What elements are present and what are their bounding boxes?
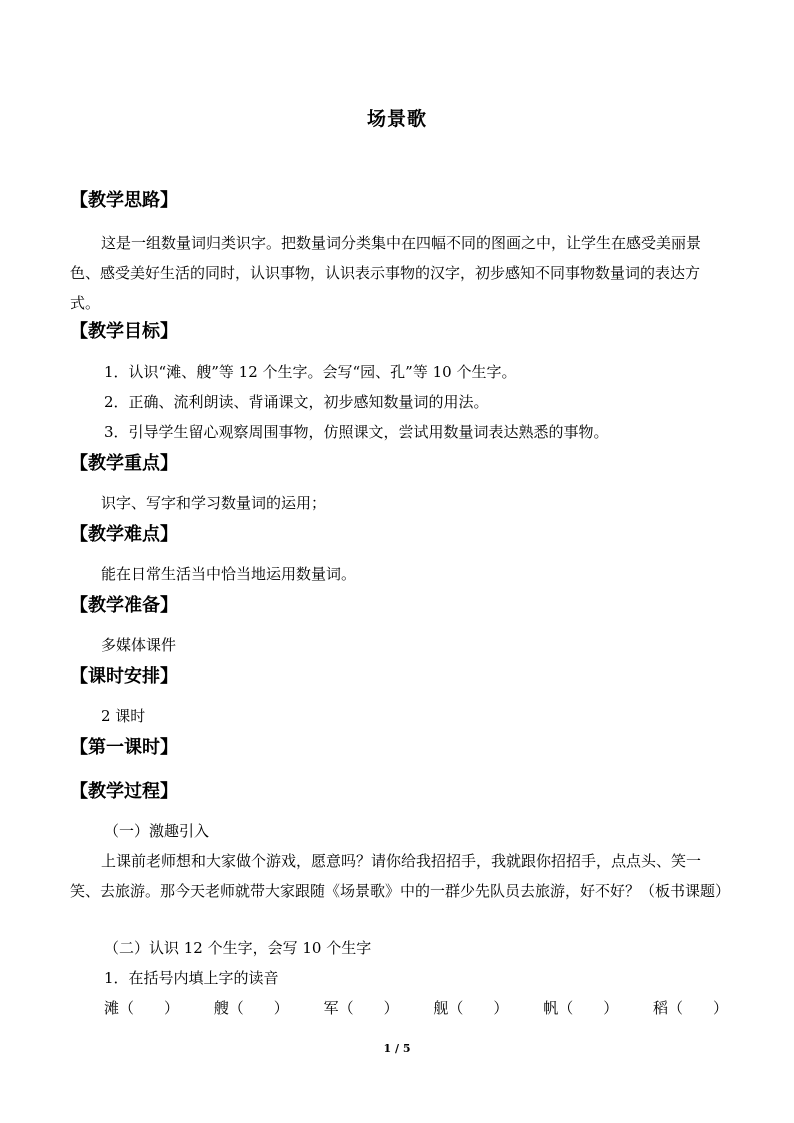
heading-teaching-prep: 【教学准备】: [70, 595, 178, 616]
step1-title: （一）激趣引入: [104, 822, 210, 840]
heading-teaching-thinking: 【教学思路】: [70, 190, 178, 211]
heading-teaching-focus: 【教学重点】: [70, 453, 178, 474]
task1-instruction: 1．在括号内填上字的读音: [104, 969, 279, 987]
step1-paragraph: [70, 846, 731, 906]
step1-paragraph-text: 上课前老师想和大家做个游戏，愿意吗？请你给我招招手，我就跟你招招手，点点头、笑一笑、去旅游。那今天老师就带大家跟随《场景歌》中的一群少先队员去旅游，好不好？（板书课题）: [70, 852, 731, 900]
goal-item-1: 1．认识“滩、艘”等 12 个生字。会写“园、孔”等 10 个生字。: [104, 363, 517, 381]
char-answer-item: 滩（ ）: [104, 999, 180, 1017]
pronunciation-answer-row: [104, 997, 758, 1019]
char-answer-item: 帆（ ）: [543, 999, 619, 1017]
char-answer-item: 军（ ）: [323, 999, 399, 1017]
goal-item-3: 3．引导学生留心观察周围事物，仿照课文，尝试用数量词表达熟悉的事物。: [104, 423, 609, 441]
heading-teaching-goals: 【教学目标】: [70, 321, 178, 342]
text-schedule: 2 课时: [101, 707, 146, 725]
heading-teaching-difficulty: 【教学难点】: [70, 524, 178, 545]
page-number: 1 / 5: [383, 1042, 411, 1055]
text-teaching-focus: 识字、写字和学习数量词的运用；: [101, 494, 327, 512]
page-title: 场景歌: [366, 108, 427, 130]
char-answer-item: 艘（ ）: [213, 999, 289, 1017]
char-answer-item: 稻（ ）: [652, 999, 728, 1017]
heading-first-lesson: 【第一课时】: [70, 737, 178, 758]
text-teaching-prep: 多媒体课件: [101, 636, 177, 654]
goal-item-2: 2．正确、流利朗读、背诵课文，初步感知数量词的用法。: [104, 393, 489, 411]
step2-title: （二）认识 12 个生字，会写 10 个生字: [104, 939, 372, 957]
char-answer-item: 舰（ ）: [433, 999, 509, 1017]
heading-teaching-process: 【教学过程】: [70, 781, 178, 802]
paragraph-teaching-thinking: [70, 228, 724, 318]
paragraph-teaching-thinking-text: 这是一组数量词归类识字。把数量词分类集中在四幅不同的图画之中，让学生在感受美丽景色、感受美好生活的同时，认识事物，认识表示事物的汉字，初步感知不同事物数量词的表达方式。: [70, 234, 702, 312]
text-teaching-difficulty: 能在日常生活当中恰当地运用数量词。: [101, 565, 357, 583]
heading-schedule: 【课时安排】: [70, 666, 178, 687]
